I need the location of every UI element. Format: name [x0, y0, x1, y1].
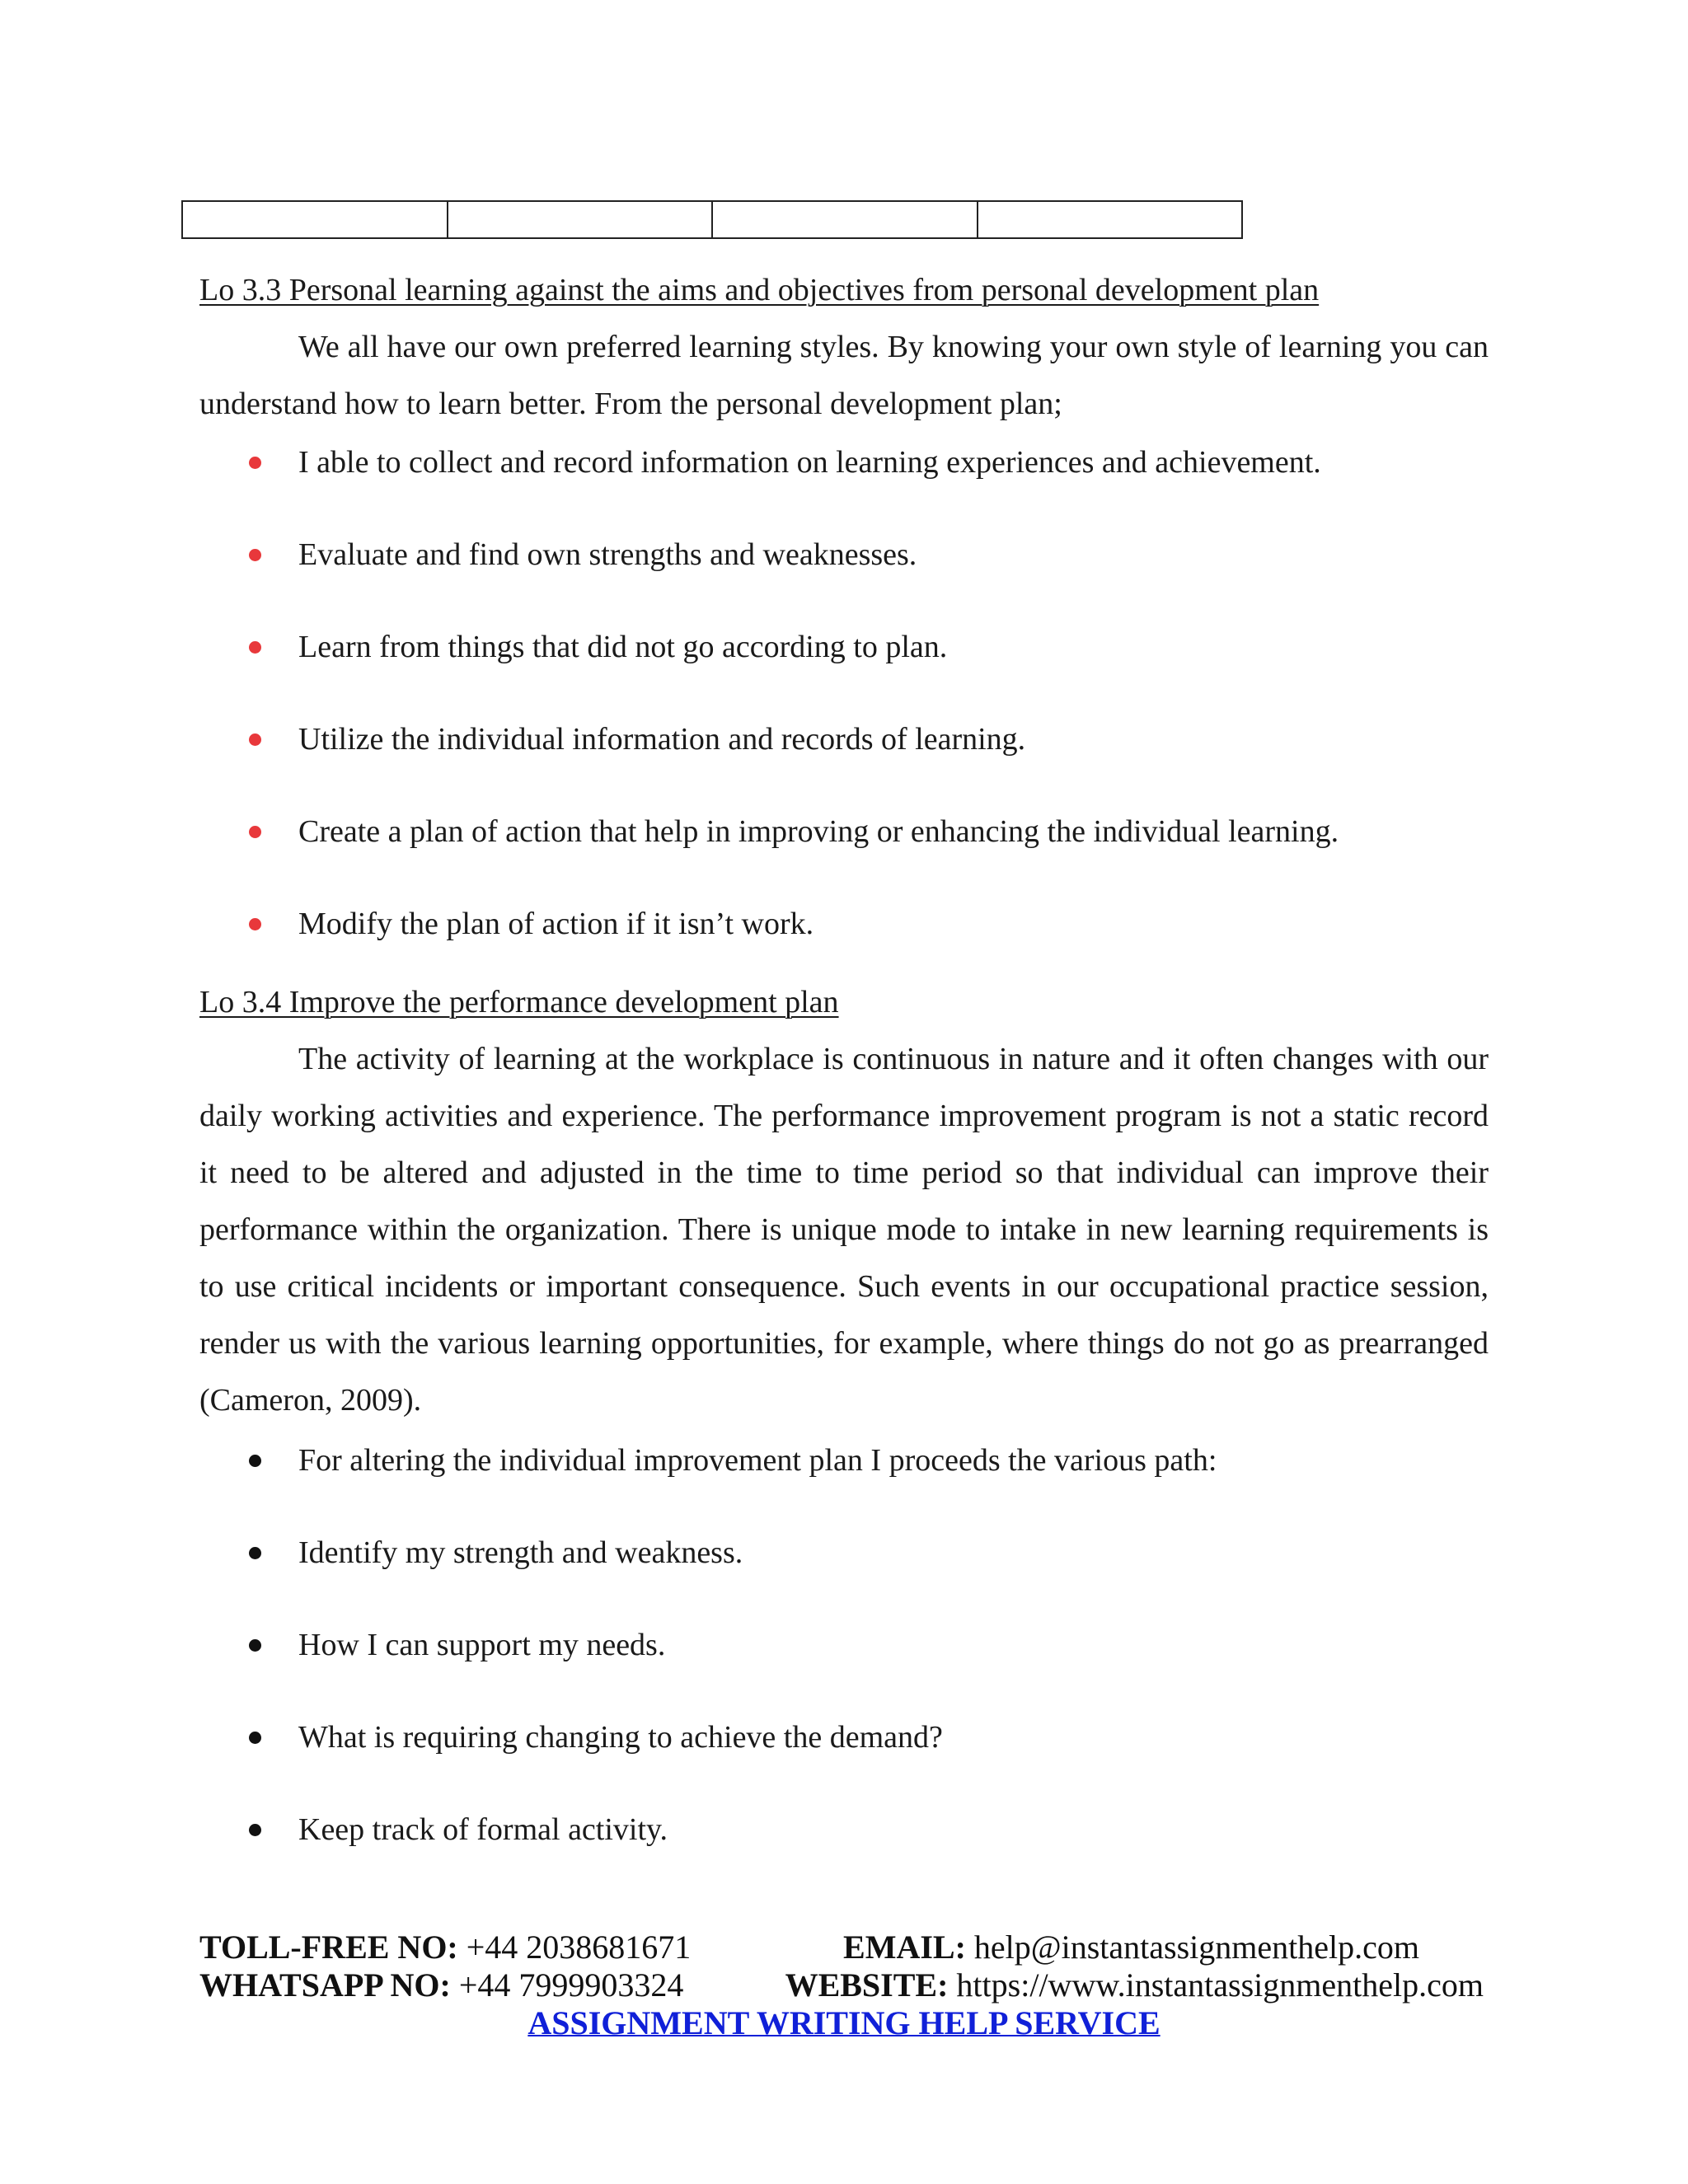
list-item-text: Utilize the individual information and records of learning.: [298, 722, 1026, 757]
list-item: [199, 1617, 1489, 1709]
list-item-text: For altering the individual improvement plan I proceeds the various path:: [298, 1443, 1217, 1478]
tollfree-number: +44 2038681671: [466, 1929, 692, 1966]
list-item: [199, 711, 1489, 804]
empty-table-row: [181, 200, 1243, 239]
list-item: [199, 434, 1489, 527]
whatsapp-number: +44 7999903324: [458, 1966, 684, 2004]
bullet-icon: [249, 641, 261, 654]
list-item-text: Modify the plan of action if it isn’t work.: [298, 907, 814, 941]
bullet-icon: [249, 1455, 261, 1467]
table-cell: [712, 201, 978, 238]
list-item: [199, 1709, 1489, 1802]
list-item-text: Create a plan of action that help in improving or enhancing the individual learning.: [298, 814, 1339, 849]
email-info: [843, 1929, 1419, 1966]
bullet-icon: [249, 549, 261, 561]
bullet-icon: [249, 733, 261, 746]
bullet-icon: [249, 826, 261, 838]
bullet-icon: [249, 1547, 261, 1559]
document-body: [199, 262, 1489, 1894]
list-item-text: Identify my strength and weakness.: [298, 1535, 743, 1570]
bullet-icon: [249, 1824, 261, 1836]
bullet-icon: [249, 457, 261, 469]
contact-footer: [199, 1929, 1489, 2042]
list-item: [199, 1432, 1489, 1525]
list-item: [199, 619, 1489, 711]
table-cell: [448, 201, 713, 238]
tollfree-label: TOLL-FREE NO:: [199, 1929, 458, 1966]
table-cell: [182, 201, 448, 238]
list-item-text: Keep track of formal activity.: [298, 1812, 668, 1847]
bullet-list-lo-3-4: [199, 1432, 1489, 1894]
table-cell: [978, 201, 1243, 238]
list-item-text: What is requiring changing to achieve the demand?: [298, 1720, 943, 1755]
list-item-text: I able to collect and record information on learning experiences and achievement.: [298, 445, 1321, 480]
whatsapp-label: WHATSAPP NO:: [199, 1966, 451, 2004]
list-item: [199, 1525, 1489, 1617]
section-paragraph-lo-3-4: The activity of learning at the workplace is continuous in nature and it often changes with our daily working activities and experience. The performance improvement program is not a static record it need to be altered and adjusted in the time to time period so that individual can improve their performance within the organization. There is unique mode to intake in new learning requirements is to use critical incidents or important consequence. Such events in our occupational practice session, render us with the various learning opportunities, for example, where things do not go as prearranged (Cameron, 2009).: [199, 1042, 1489, 1418]
whatsapp-info: [199, 1966, 683, 2004]
section-heading-lo-3-4: Lo 3.4 Improve the performance development plan: [199, 985, 839, 1019]
list-item-text: Evaluate and find own strengths and weaknesses.: [298, 537, 917, 572]
list-item-text: How I can support my needs.: [298, 1628, 666, 1662]
footer-row-1: [199, 1929, 1489, 1966]
email-address[interactable]: help@instantassignmenthelp.com: [973, 1929, 1419, 1966]
bullet-list-lo-3-3: [199, 434, 1489, 988]
service-link[interactable]: ASSIGNMENT WRITING HELP SERVICE: [528, 2004, 1160, 2041]
website-info: [785, 1966, 1484, 2004]
website-url[interactable]: https://www.instantassignmenthelp.com: [956, 1966, 1484, 2004]
list-item-text: Learn from things that did not go according to plan.: [298, 630, 948, 664]
website-label: WEBSITE:: [785, 1966, 949, 2004]
bullet-icon: [249, 918, 261, 930]
list-item: [199, 804, 1489, 896]
list-item: [199, 896, 1489, 988]
section-heading-lo-3-3: Lo 3.3 Personal learning against the aims and objectives from personal development plan: [199, 273, 1320, 307]
tollfree-info: [199, 1929, 691, 1966]
bullet-icon: [249, 1732, 261, 1744]
list-item: [199, 527, 1489, 619]
table-row: [182, 201, 1242, 238]
list-item: [199, 1802, 1489, 1894]
footer-row-2: [199, 1966, 1489, 2004]
email-label: EMAIL:: [843, 1929, 966, 1966]
bullet-icon: [249, 1639, 261, 1652]
section-paragraph-lo-3-3: We all have our own preferred learning styles. By knowing your own style of learning you can understand how to learn better. From the personal development plan;: [199, 330, 1489, 421]
